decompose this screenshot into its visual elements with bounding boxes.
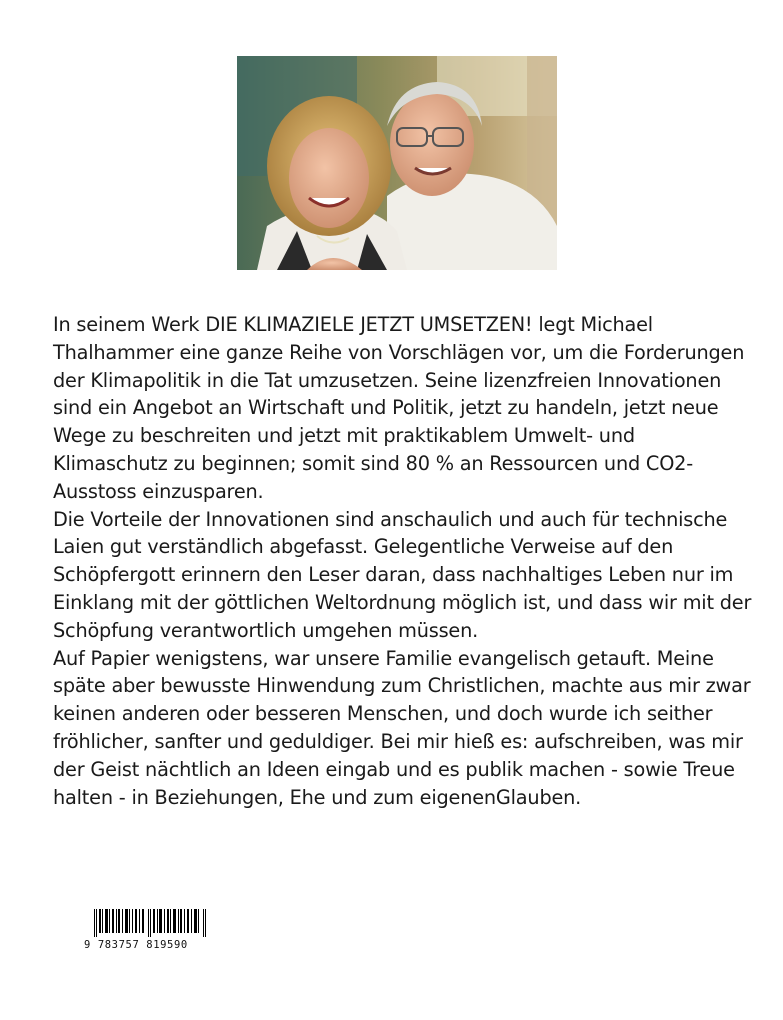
blurb-paragraph-2: Die Vorteile der Innovationen sind anschaulich und auch für technische Laien gut verständlich abgefasst. Gelegentliche Verweise auf den Schöpfergott erinnern den Leser daran, dass nachhaltiges Leben nur im Einklang mit der göttlichen Weltordnung möglich ist, und dass wir mit der Schöpfung verantwortlich umgehen müssen. (53, 507, 752, 642)
back-cover-blurb (53, 311, 753, 811)
blurb-paragraph-3: Auf Papier wenigstens, war unsere Familie evangelisch getauft. Meine späte aber bewusste Hinwendung zum Christlichen, machte aus mir zwar keinen anderen oder besseren Menschen, und doch wurde ich seither fröhlicher, sanfter und geduldiger. Bei mir hieß es: aufschreiben, was mir der Geist nächtlich an Ideen eingab und es publik machen - sowie Treue halten - in Beziehungen, Ehe und zum eigenenGlauben. (53, 646, 751, 809)
isbn-barcode-icon (94, 909, 206, 937)
isbn-barcode (84, 909, 214, 957)
author-couple-photo-icon (237, 56, 557, 270)
author-photo (237, 56, 557, 270)
blurb-paragraph-1: In seinem Werk DIE KLIMAZIELE JETZT UMSETZEN! legt Michael Thalhammer eine ganze Reihe von Vorschlägen vor, um die Forderungen der Klimapolitik in die Tat umzusetzen. Seine lizenzfreien Innovationen sind ein Angebot an Wirtschaft und Politik, jetzt zu handeln, jetzt neue Wege zu beschreiten und jetzt mit praktikablem Umwelt- und Klimaschutz zu beginnen; somit sind 80 % an Ressourcen und CO2-Ausstoss einzusparen. (53, 313, 745, 503)
isbn-digits: 9 783757 819590 (84, 939, 188, 951)
